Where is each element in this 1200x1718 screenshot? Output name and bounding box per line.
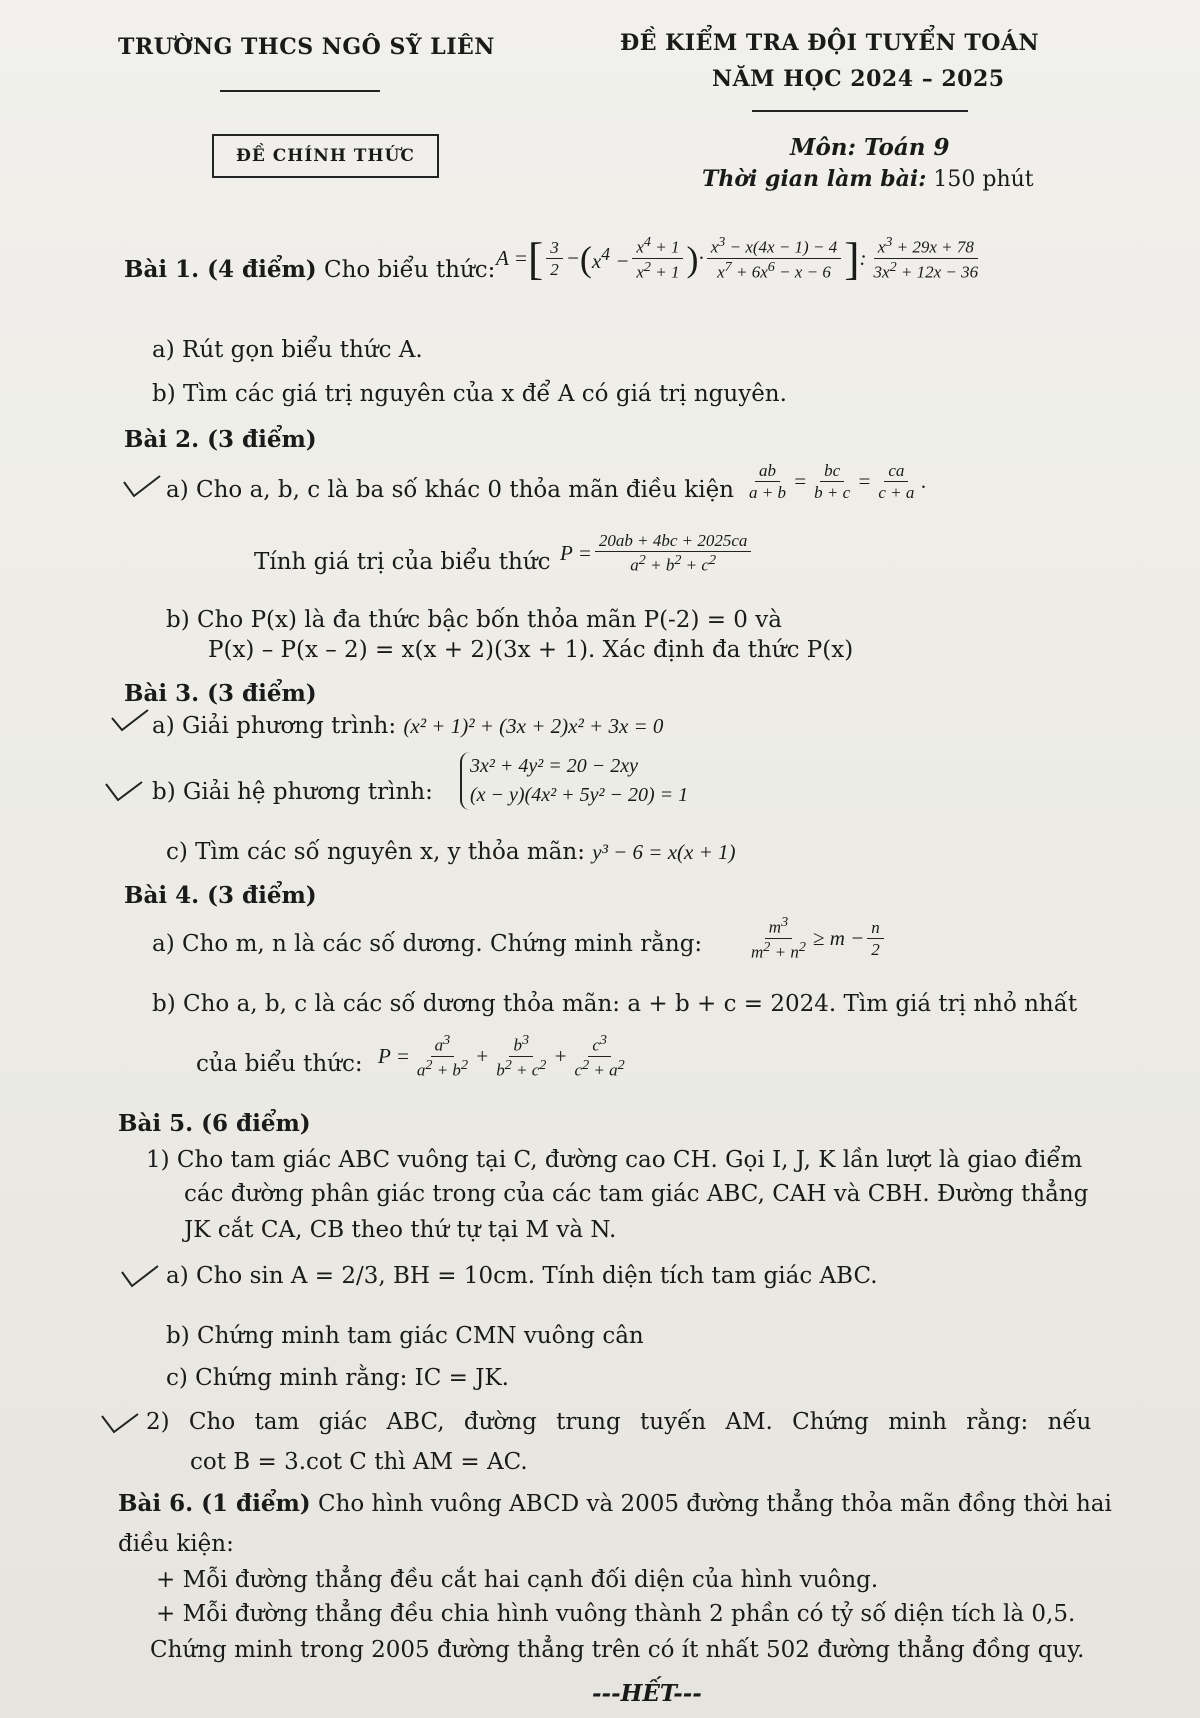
bai5-p1-line2: các đường phân giác trong của các tam giác ABC, CAH và CBH. Đường thẳng [184, 1181, 1089, 1207]
bai3-a [152, 712, 663, 741]
official-badge: ĐỀ CHÍNH THỨC [212, 134, 439, 178]
bai3-c-eq: y³ − 6 = x(x + 1) [592, 840, 736, 864]
bai1-heading: Bài 1. (4 điểm) [124, 256, 317, 283]
bai5-b: b) Chứng minh tam giác CMN vuông cân [166, 1323, 644, 1349]
checkmark-icon [120, 1264, 160, 1288]
bai4-heading: Bài 4. (3 điểm) [124, 882, 317, 909]
school-underline [220, 90, 380, 92]
bai3-b-text: b) Giải hệ phương trình: [152, 779, 433, 805]
time-line [702, 166, 1034, 192]
bai6-text: Cho hình vuông ABCD và 2005 đường thẳng thỏa mãn đồng thời hai [317, 1491, 1112, 1517]
subject: Môn: Toán 9 [790, 134, 950, 161]
bai4-b-line2: của biểu thức: [196, 1051, 363, 1077]
bai5-p2-line2: cot B = 3.cot C thì AM = AC. [190, 1449, 528, 1475]
bai1-heading-line [124, 256, 495, 285]
bai2-b-line1: b) Cho P(x) là đa thức bậc bốn thỏa mãn P(-2) = 0 và [166, 607, 782, 633]
bai4-b-expr: P = $\frac{a^3}{a^2 + b^2}$ + $\frac{b^3}{b^2 + c^2}$ + $\frac{c^3}{c^2 + a^2}$ [378, 1032, 625, 1080]
bai6-heading: Bài 6. (1 điểm) [118, 1490, 311, 1517]
bai2-condition: $\frac{ab}{a + b}$ = $\frac{bc}{b + c}$ = $\frac{ca}{c + a}$ . [749, 461, 927, 503]
school-year: NĂM HỌC 2024 – 2025 [712, 66, 1005, 92]
bai6-line1 [118, 1490, 1112, 1519]
bai3-c-text: c) Tìm các số nguyên x, y thỏa mãn: [166, 839, 585, 865]
school-name: TRƯỜNG THCS NGÔ SỸ LIÊN [118, 34, 495, 60]
bai3-c [166, 838, 736, 867]
bai5-a: a) Cho sin A = 2/3, BH = 10cm. Tính diện tích tam giác ABC. [166, 1263, 878, 1289]
bai6-cond2: + Mỗi đường thẳng đều chia hình vuông thành 2 phần có tỷ số diện tích là 0,5. [156, 1601, 1076, 1627]
bai3-heading: Bài 3. (3 điểm) [124, 680, 317, 707]
bai3-a-text: a) Giải phương trình: [152, 713, 397, 739]
bai4-a-text: a) Cho m, n là các số dương. Chứng minh rằng: [152, 931, 703, 957]
bai1-formula: A = [ $\frac{3}{2}$ − ( $x^4$ − $\frac{x^4 + 1}{x^2 + 1}$ ) · $\frac{x^3 - x(4x - 1) - 4}{x^7 + 6x^6 - x - 6}$ ] : $\frac{x^3 + 29x + 78}{3x^2 + 12x - 36}$ [496, 233, 979, 284]
bai2-b-line2: P(x) – P(x – 2) = x(x + 2)(3x + 1). Xác định đa thức P(x) [208, 637, 854, 663]
bai3-a-eq: (x² + 1)² + (3x + 2)x² + 3x = 0 [403, 714, 664, 738]
bai6-cond1: + Mỗi đường thẳng đều cắt hai cạnh đối diện của hình vuông. [156, 1567, 879, 1593]
bai5-c: c) Chứng minh rằng: IC = JK. [166, 1365, 509, 1391]
end-marker: ---HẾT--- [592, 1680, 702, 1707]
checkmark-icon [110, 708, 150, 732]
bai3-b-eq2: (x − y)(4x² + 5y² − 20) = 1 [470, 784, 689, 806]
bai4-b-line1: b) Cho a, b, c là các số dương thỏa mãn: a + b + c = 2024. Tìm giá trị nhỏ nhất [152, 991, 1078, 1017]
checkmark-icon [104, 778, 144, 802]
bai2-a-text: a) Cho a, b, c là ba số khác 0 thỏa mãn điều kiện [166, 477, 734, 503]
bai5-p2-line1: 2) Cho tam giác ABC, đường trung tuyến AM. Chứng minh rằng: nếu [146, 1409, 1092, 1435]
bai3-b-system [460, 752, 688, 810]
checkmark-icon [100, 1410, 140, 1434]
bai1-intro: Cho biểu thức: [323, 257, 496, 283]
bai5-p1-line3: JK cắt CA, CB theo thứ tự tại M và N. [184, 1217, 617, 1243]
bai3-b-eq1: 3x² + 4y² = 20 − 2xy [470, 755, 638, 777]
time-label: Thời gian làm bài: [702, 166, 927, 192]
bai1-a: a) Rút gọn biểu thức A. [152, 337, 423, 363]
bai5-heading: Bài 5. (6 điểm) [118, 1110, 311, 1137]
time-value: 150 phút [933, 167, 1034, 192]
bai4-a-ineq: $\frac{m^3}{m^2 + n^2}$ ≥ m − $\frac{n}{2}$ [744, 914, 887, 963]
bai2-a-text2: Tính giá trị của biểu thức [254, 549, 551, 575]
bai5-p1-line1: 1) Cho tam giác ABC vuông tại C, đường cao CH. Gọi I, J, K lần lượt là giao điểm [146, 1147, 1083, 1173]
bai2-expr: P = $\frac{20ab + 4bc + 2025ca}{a^2 + b^2 + c^2}$ [560, 530, 754, 576]
bai6-line2: điều kiện: [118, 1531, 234, 1557]
exam-title: ĐỀ KIỂM TRA ĐỘI TUYỂN TOÁN [620, 30, 1040, 56]
bai1-b: b) Tìm các giá trị nguyên của x để A có giá trị nguyên. [152, 381, 787, 407]
title-underline [752, 110, 968, 112]
checkmark-icon [122, 474, 162, 498]
bai6-conclusion: Chứng minh trong 2005 đường thẳng trên có ít nhất 502 đường thẳng đồng quy. [150, 1637, 1085, 1663]
bai2-heading: Bài 2. (3 điểm) [124, 426, 317, 453]
